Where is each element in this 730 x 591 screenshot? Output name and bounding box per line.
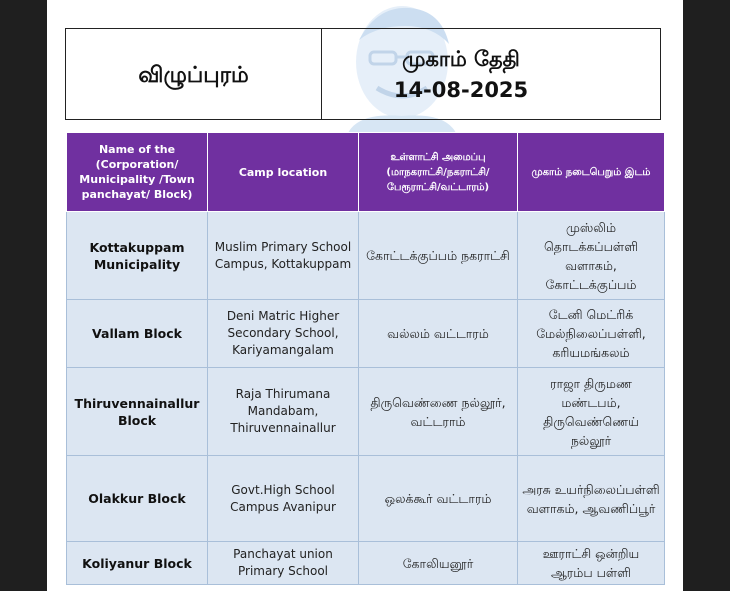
venue-cell: ஊராட்சி ஒன்றிய ஆரம்ப பள்ளி <box>518 542 665 585</box>
column-header: Name of the (Corporation/ Municipality /Town panchayat/ Block) <box>67 133 208 212</box>
local-body-cell: திருவெண்ணை நல்லூர், வட்டராம் <box>359 368 518 456</box>
camp-table <box>66 132 665 585</box>
local-body-cell: கோலியனூர் <box>359 542 518 585</box>
local-body-cell: ஒலக்கூர் வட்டாரம் <box>359 456 518 542</box>
table-row <box>67 212 665 300</box>
column-header: உள்ளாட்சி அமைப்பு (மாநகராட்சி/நகராட்சி/ பேரூராட்சி/வட்டாரம்) <box>359 133 518 212</box>
column-header: Camp location <box>208 133 359 212</box>
document-page <box>47 0 683 591</box>
camp-location-cell: Raja Thirumana Mandabam, Thiruvennainallur <box>208 368 359 456</box>
venue-cell: டேனி மெட்ரிக் மேல்நிலைப்பள்ளி, கரியமங்கலம் <box>518 300 665 368</box>
venue-cell: முஸ்லிம் தொடக்கப்பள்ளி வளாகம், கோட்டக்குப்பம் <box>518 212 665 300</box>
header-box <box>65 28 661 120</box>
body-name-cell: Kottakuppam Municipality <box>67 212 208 300</box>
camp-location-cell: Panchayat union Primary School <box>208 542 359 585</box>
body-name-cell: Thiruvennainallur Block <box>67 368 208 456</box>
venue-cell: அரசு உயர்நிலைப்பள்ளி வளாகம், ஆவணிப்பூர் <box>518 456 665 542</box>
column-header: முகாம் நடைபெறும் இடம் <box>518 133 665 212</box>
local-body-cell: வல்லம் வட்டாரம் <box>359 300 518 368</box>
table-header-row <box>67 133 665 212</box>
camp-date-value: 14-08-2025 <box>393 77 529 102</box>
body-name-cell: Koliyanur Block <box>67 542 208 585</box>
camp-location-cell: Muslim Primary School Campus, Kottakuppam <box>208 212 359 300</box>
camp-date-label: முகாம் தேதி <box>402 46 520 71</box>
body-name-cell: Olakkur Block <box>67 456 208 542</box>
table-row <box>67 300 665 368</box>
body-name-cell: Vallam Block <box>67 300 208 368</box>
table-row <box>67 368 665 456</box>
camp-date-block <box>322 29 660 119</box>
local-body-cell: கோட்டக்குப்பம் நகராட்சி <box>359 212 518 300</box>
district-name: விழுப்புரம் <box>66 29 322 119</box>
table-row <box>67 456 665 542</box>
camp-location-cell: Govt.High School Campus Avanipur <box>208 456 359 542</box>
camp-location-cell: Deni Matric Higher Secondary School, Kariyamangalam <box>208 300 359 368</box>
table-row <box>67 542 665 585</box>
venue-cell: ராஜா திருமண மண்டபம், திருவெண்ணெய் நல்லூர் <box>518 368 665 456</box>
